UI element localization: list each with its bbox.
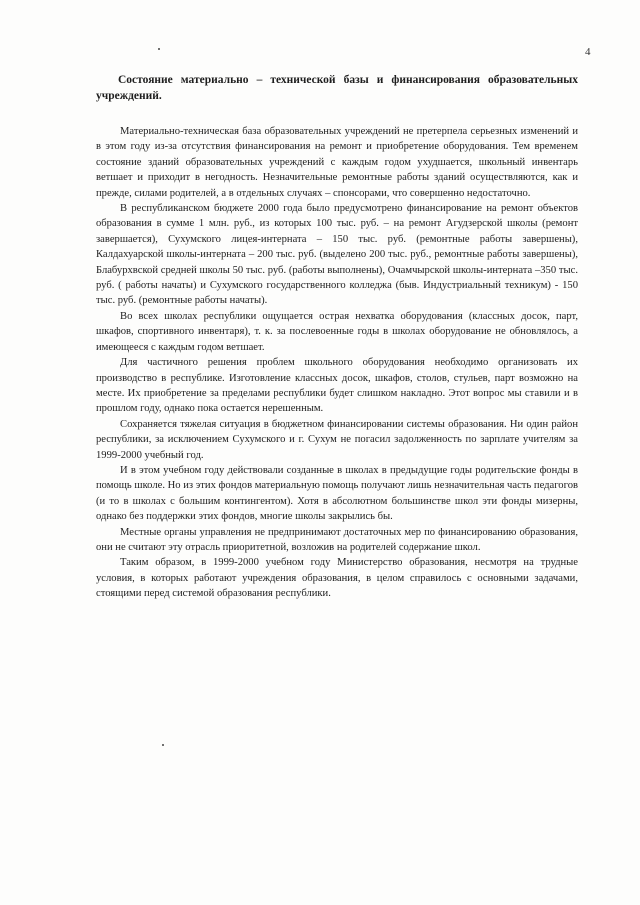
document-body xyxy=(96,72,578,602)
paragraph: И в этом учебном году действовали созданные в школах в предыдущие годы родительские фонды в помощь школе. Но из этих фондов материальную помощь получают лишь незначительная часть педагогов (и то в школах с большим контингентом). Хотя в абсолютном большинстве школ эти фонды мизерны, однако без поддержки этих фондов, многие школы закрылись бы. xyxy=(96,464,578,523)
page-number: 4 xyxy=(585,46,591,58)
section-heading: Состояние материально – технической базы и финансирования образовательных учреждений. xyxy=(96,74,578,102)
paragraph: Во всех школах республики ощущается острая нехватка оборудования (классных досок, парт, шкафов, спортивного инвентаря), т. к. за послевоенные годы в школах оборудование не обновлялось, а имеющееся с каждым годом ветшает. xyxy=(96,310,578,353)
paragraph: Материально-техническая база образовательных учреждений не претерпела серьезных изменений и в этом году из-за отсутствия финансирования на ремонт и приобретение оборудования. Тем временем состояние зданий образовательных учреждений с каждым годом ухудшается, школьный инвентарь ветшает и приходит в негодность. Незначительные ремонтные работы зданий осуществляются, как и прежде, силами родителей, а в отдельных случаях – спонсорами, что совершенно недостаточно. xyxy=(96,126,578,199)
paragraph: Таким образом, в 1999-2000 учебном году Министерство образования, несмотря на трудные условия, в которых работают учреждения образования, в целом справилось с основными задачами, стоящими перед системой образования республики. xyxy=(96,557,578,600)
scan-speck xyxy=(158,48,160,50)
paragraph: Для частичного решения проблем школьного оборудования необходимо организовать их производство в республике. Изготовление классных досок, шкафов, столов, стульев, парт возможно на месте. Их приобретение за пределами республики будет слишком накладно. Этот вопрос мы ставили и в прошлом году, однако пока остается нерешенным. xyxy=(96,357,578,415)
paragraph: Местные органы управления не предпринимают достаточных мер по финансированию образования, они не считают эту отрасль приоритетной, возложив на родителей содержание школ. xyxy=(96,526,578,553)
paragraph: В республиканском бюджете 2000 года было предусмотрено финансирование на ремонт объектов образования в сумме 1 млн. руб., из которых 100 тыс. руб. – на ремонт Агудзерской школы (ремонт завершается), Сухумского лицея-интерната – 150 тыс. руб. (ремонтные работы завершены), Калдахуарской школы-интерната – 200 тыс. руб. (выделено 200 тыс. руб., ремонтные работы завершены), Блабурхвской средней школы 50 тыс. руб. (работы выполнены), Очамчырской школы-интерната –350 тыс. руб. ( работы начаты) и Сухумского государственного колледжа (быв. Индустриальный техникум) - 150 тыс. руб. (ремонтные работы начаты). xyxy=(96,203,578,307)
scan-speck xyxy=(162,744,164,746)
paragraph: Сохраняется тяжелая ситуация в бюджетном финансировании системы образования. Ни один район республики, за исключением Сухумского и г. Сухум не погасил задолженность по зарплате учителям за 1999-2000 учебный год. xyxy=(96,418,578,461)
